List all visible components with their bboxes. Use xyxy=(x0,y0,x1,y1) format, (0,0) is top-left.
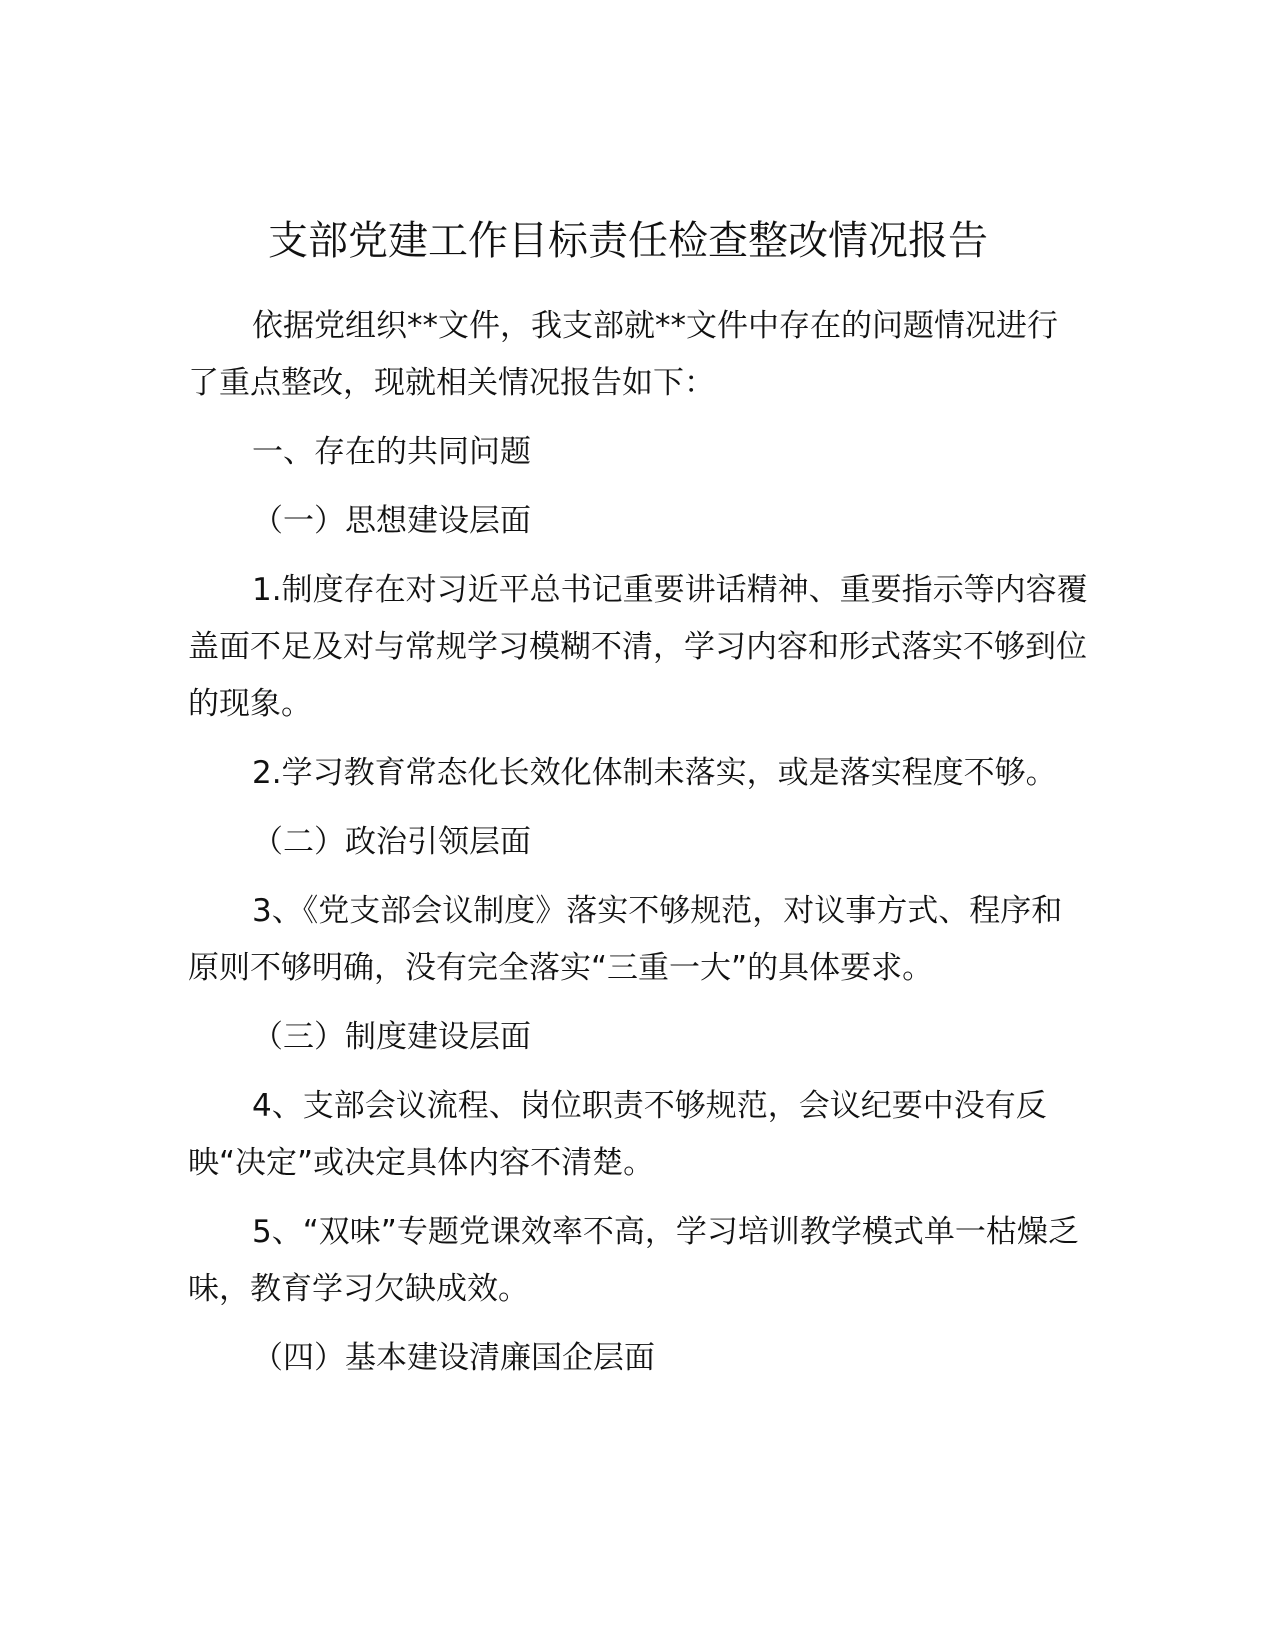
subsection-heading-3: （三）制度建设层面 xyxy=(252,1019,531,1055)
issue-paragraph-2: 2.学习教育常态化长效化体制未落实，或是落实程度不够。 xyxy=(252,755,1057,791)
issue-paragraph-1: 1.制度存在对习近平总书记重要讲话精神、重要指示等内容覆盖面不足及对与常规学习模糊不清，学习内容和形式落实不够到位的现象。 xyxy=(188,572,1088,722)
subsection-heading-2: （二）政治引领层面 xyxy=(252,824,531,860)
intro-paragraph: 依据党组织**文件，我支部就**文件中存在的问题情况进行了重点整改，现就相关情况报告如下： xyxy=(188,308,1058,401)
issue-paragraph-3: 3、《党支部会议制度》落实不够规范，对议事方式、程序和原则不够明确，没有完全落实“三重一大”的具体要求。 xyxy=(188,893,1063,986)
issue-paragraph-5: 5、“双味”专题党课效率不高，学习培训教学模式单一枯燥乏味，教育学习欠缺成效。 xyxy=(188,1214,1079,1307)
document-title: 支部党建工作目标责任检查整改情况报告 xyxy=(268,218,988,264)
issue-paragraph-4: 4、支部会议流程、岗位职责不够规范，会议纪要中没有反映“决定”或决定具体内容不清楚。 xyxy=(188,1088,1047,1181)
subsection-heading-4: （四）基本建设清廉国企层面 xyxy=(252,1340,655,1376)
section-heading-1: 一、存在的共同问题 xyxy=(252,434,531,470)
document-body xyxy=(188,298,1088,1399)
subsection-heading-1: （一）思想建设层面 xyxy=(252,503,531,539)
